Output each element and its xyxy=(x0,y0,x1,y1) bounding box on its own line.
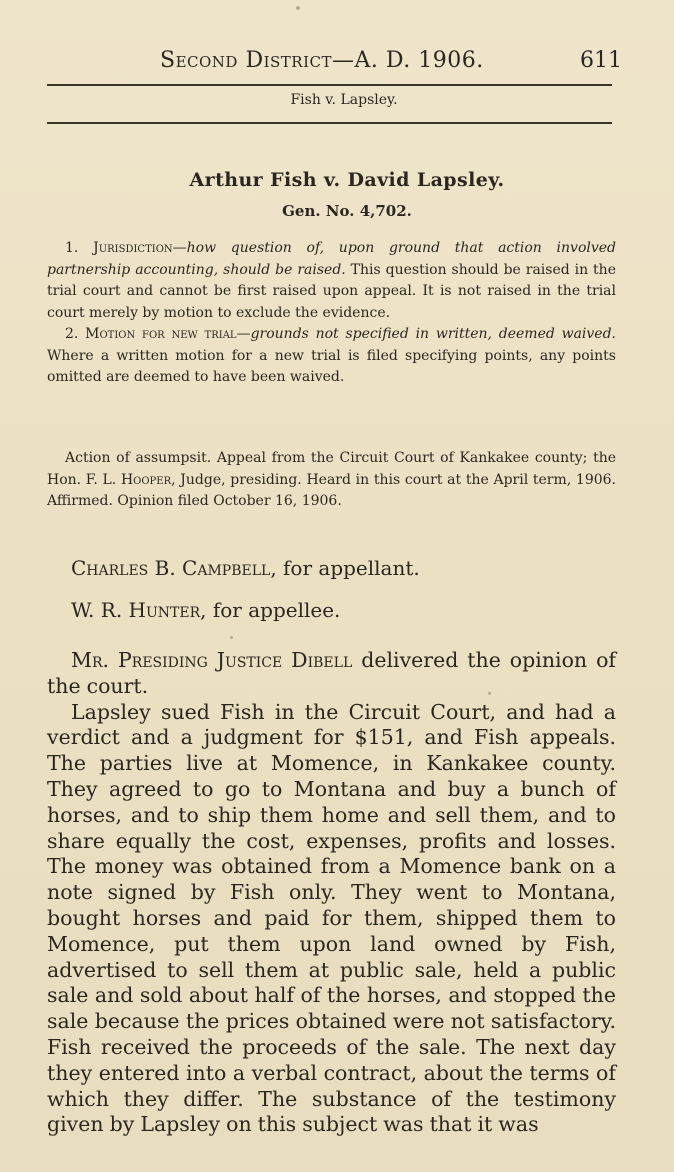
headnote-1 xyxy=(47,238,616,324)
counsel-appellant xyxy=(71,556,420,580)
counsel-name: Charles B. Campbell xyxy=(71,556,271,580)
opinion xyxy=(47,648,616,1138)
paper-speck xyxy=(488,692,491,695)
headnotes xyxy=(47,238,616,389)
header-rule-bottom xyxy=(47,122,612,124)
headnote-topic: Jurisdiction xyxy=(93,240,173,256)
headnote-italic: —how question of, upon ground that action involved partnership accounting, should be raised. xyxy=(47,240,617,278)
opinion-intro-text: delivered the opinion of the court. xyxy=(47,648,617,698)
running-title: Second District—A. D. 1906. xyxy=(160,48,484,73)
running-head xyxy=(0,48,674,78)
headnote-italic: —grounds not specified in written, deemed waived. xyxy=(236,326,616,342)
procedural-paragraph xyxy=(47,448,616,513)
opinion-intro xyxy=(47,648,616,700)
counsel-appellee xyxy=(71,598,340,622)
headnote-text: Where a written motion for a new trial is filed specifying points, any points omitted are deemed to have been waived. xyxy=(47,347,616,385)
procedural-text-start: Action of assumpsit. Appeal from the Circuit Court of Kankakee county; the Hon. F. L. xyxy=(47,450,616,488)
page-number: 611 xyxy=(580,48,622,73)
headnote-number: 2. xyxy=(65,326,79,342)
counsel-role: , for appellant. xyxy=(270,556,420,580)
case-short-title: Fish v. Lapsley. xyxy=(290,92,398,108)
judge-name: Hooper xyxy=(120,471,172,488)
case-title: Arthur Fish v. David Lapsley. xyxy=(189,169,505,191)
counsel-role: , for appellee. xyxy=(200,598,341,622)
opinion-body: Lapsley sued Fish in the Circuit Court, and had a verdict and a judgment for $151, and Fish appeals. The parties live at Momence, in Kankakee county. They agreed to go to Montana and buy a bunch of horses, and to ship them home and sell them, and to share equally the cost, expenses, profits and losses. The money was obtained from a Momence bank on a note signed by Fish only. They went to Montana, bought horses and paid for them, shipped them to Momence, put them upon land owned by Fish, advertised to sell them at public sale, held a public sale and sold about half of the horses, and stopped the sale because the prices obtained were not satisfactory. Fish received the proceeds of the sale. The next day they entered into a verbal contract, about the terms of which they differ. The substance of the testimony given by Lapsley on this subject was that it was xyxy=(47,699,616,1137)
headnote-2 xyxy=(47,324,616,389)
header-rule-top xyxy=(47,84,612,86)
procedural-text-end: , Judge, presiding. Heard in this court at the April term, 1906. Affirmed. Opinion filed October 16, 1906. xyxy=(47,471,616,509)
headnote-number: 1. xyxy=(65,240,79,256)
paper-speck xyxy=(296,6,300,10)
paper-speck xyxy=(230,636,233,639)
headnote-text: This question should be raised in the trial court and cannot be first raised upon appeal. It is not raised in the trial court merely by motion to exclude the evidence. xyxy=(47,261,616,321)
counsel-name: W. R. Hunter xyxy=(71,598,201,622)
headnote-topic: Motion for new trial xyxy=(85,326,237,342)
opinion-author: Mr. Presiding Justice Dibell xyxy=(71,648,353,672)
general-number: Gen. No. 4,702. xyxy=(282,202,412,220)
procedural-history xyxy=(47,448,616,513)
